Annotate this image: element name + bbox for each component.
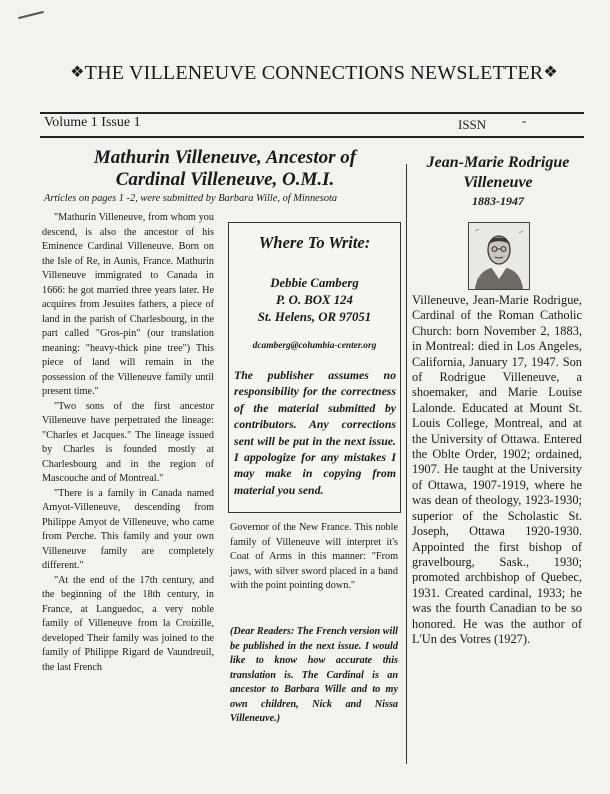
portrait-photo-icon [468,222,530,290]
article-paragraph: "There is a family in Canada named Amyot-Villeneuve, descending from Philippe Amyot de Villeneuve, who came from Perche. This family and your own Villeneuve family are completely different." [42,487,214,571]
biography-text: Villeneuve, Jean-Marie Rodrigue, Cardinal of the Roman Catholic Church: born November 2, 1883, in Montreal: died in Los Angeles, California, January 17, 1947. Son of Rodrigue Villeneuve, a shoemaker, and Marie Louise Lalonde. Educated at Mount St. Louis College, Montreal, and at the University of Ottawa. Entered the Oblte Order, 1902; ordained, 1907. He taught at the University of Ottawa, 1907-1919, where he was dean of theology, 1923-1930; superior of the Scholastic St. Joseph, Ottawa 1920-1930. Appointed the first bishop of gravelbourg, Sask., 1930; promoted archbishop of Quebec, 1931. Created cardinal, 1933; he was the fourth Canadian to be so honored. He was the author of L'Un des Votres (1927). [412,293,582,646]
masthead-rule-bottom [40,136,584,138]
issn-value: - [522,113,527,128]
publisher-disclaimer: The publisher assumes no responsibility for the correctness of the material submitted by contributors. Any corrections sent will be put in the next issue. I appologize for any mistakes I may make in copying from material you send. [234,368,396,497]
masthead-rule-top [40,112,584,114]
readers-note: (Dear Readers: The French version will be published in the next issue. I would like to know how accurate this translation is. The Cardinal is an ancestor to Barbara Wille and to my own children, Nick and Nissa Villeneuve.) [230,626,398,724]
scan-mark [18,11,44,19]
where-to-write-title: Where To Write: [258,233,371,252]
po-box: P. O. BOX 124 [276,293,353,307]
masthead [44,62,584,85]
masthead-title: THE VILLENEUVE CONNECTIONS NEWSLETTER [84,62,544,84]
article-continued: Governor of the New France. This noble family of Villeneuve will interpret it's Coat of Arms in this manner: "From jaws, with silver sword placed in a band with the point pointing down." [230,522,398,591]
contact-name: Debbie Camberg [270,276,359,290]
article-paragraph: "Two sons of the first ancestor Villeneuve have perpetrated the lineage: "Charles et Jacques." The lineage issued by Charles is founded mostly at Charlesbourg and in the region of Mascouche and of Montreal." [42,400,214,484]
where-to-write-box [228,222,401,513]
article-paragraph: "At the end of the 17th century, and the beginning of the 18th century, in France, at Languedoc, a very noble family of Villeneuve from la Croizille, developed Their family was joined to the family of Philippe Rigard de Vaundreuil, the last French [42,574,214,673]
article-body [42,211,214,675]
diamond-ornament-icon: ❖ [70,64,85,81]
volume-issue: Volume 1 Issue 1 [44,115,141,130]
contact-email: dcamberg@columbia-center.org [252,341,377,351]
column-divider [406,164,407,764]
article-paragraph: "Mathurin Villeneuve, from whom you descend, is also the ancestor of his Eminence Cardinal Villeneuve. Born on the Isle of Re, in Aunis, France. Mathurin Villeneuve immigrated to Canada in 1666: he got married three years later. He acquires from Jesuites fathers, a piece of land in the parish of Charlesbourg, in the part called "Gros-pin" (our translation meaning: "heavy-thick pine tree") This piece of land will remain in the possession of the Villeneuve family until present time." [42,212,214,397]
mailing-address [229,275,400,326]
sidebar-dates: 1883-1947 [472,194,524,208]
sidebar-title: Jean-Marie Rodrigue Villeneuve [426,154,570,191]
city-state-zip: St. Helens, OR 97051 [257,310,372,324]
diamond-ornament-icon: ❖ [543,64,558,81]
article-byline: Articles on pages 1 -2, were submitted by Barbara Wille, of Minnesota [44,193,338,204]
article-headline: Mathurin Villeneuve, Ancestor of Cardinal Villeneuve, O.M.I. [93,147,357,190]
issn-label: ISSN [458,117,487,132]
